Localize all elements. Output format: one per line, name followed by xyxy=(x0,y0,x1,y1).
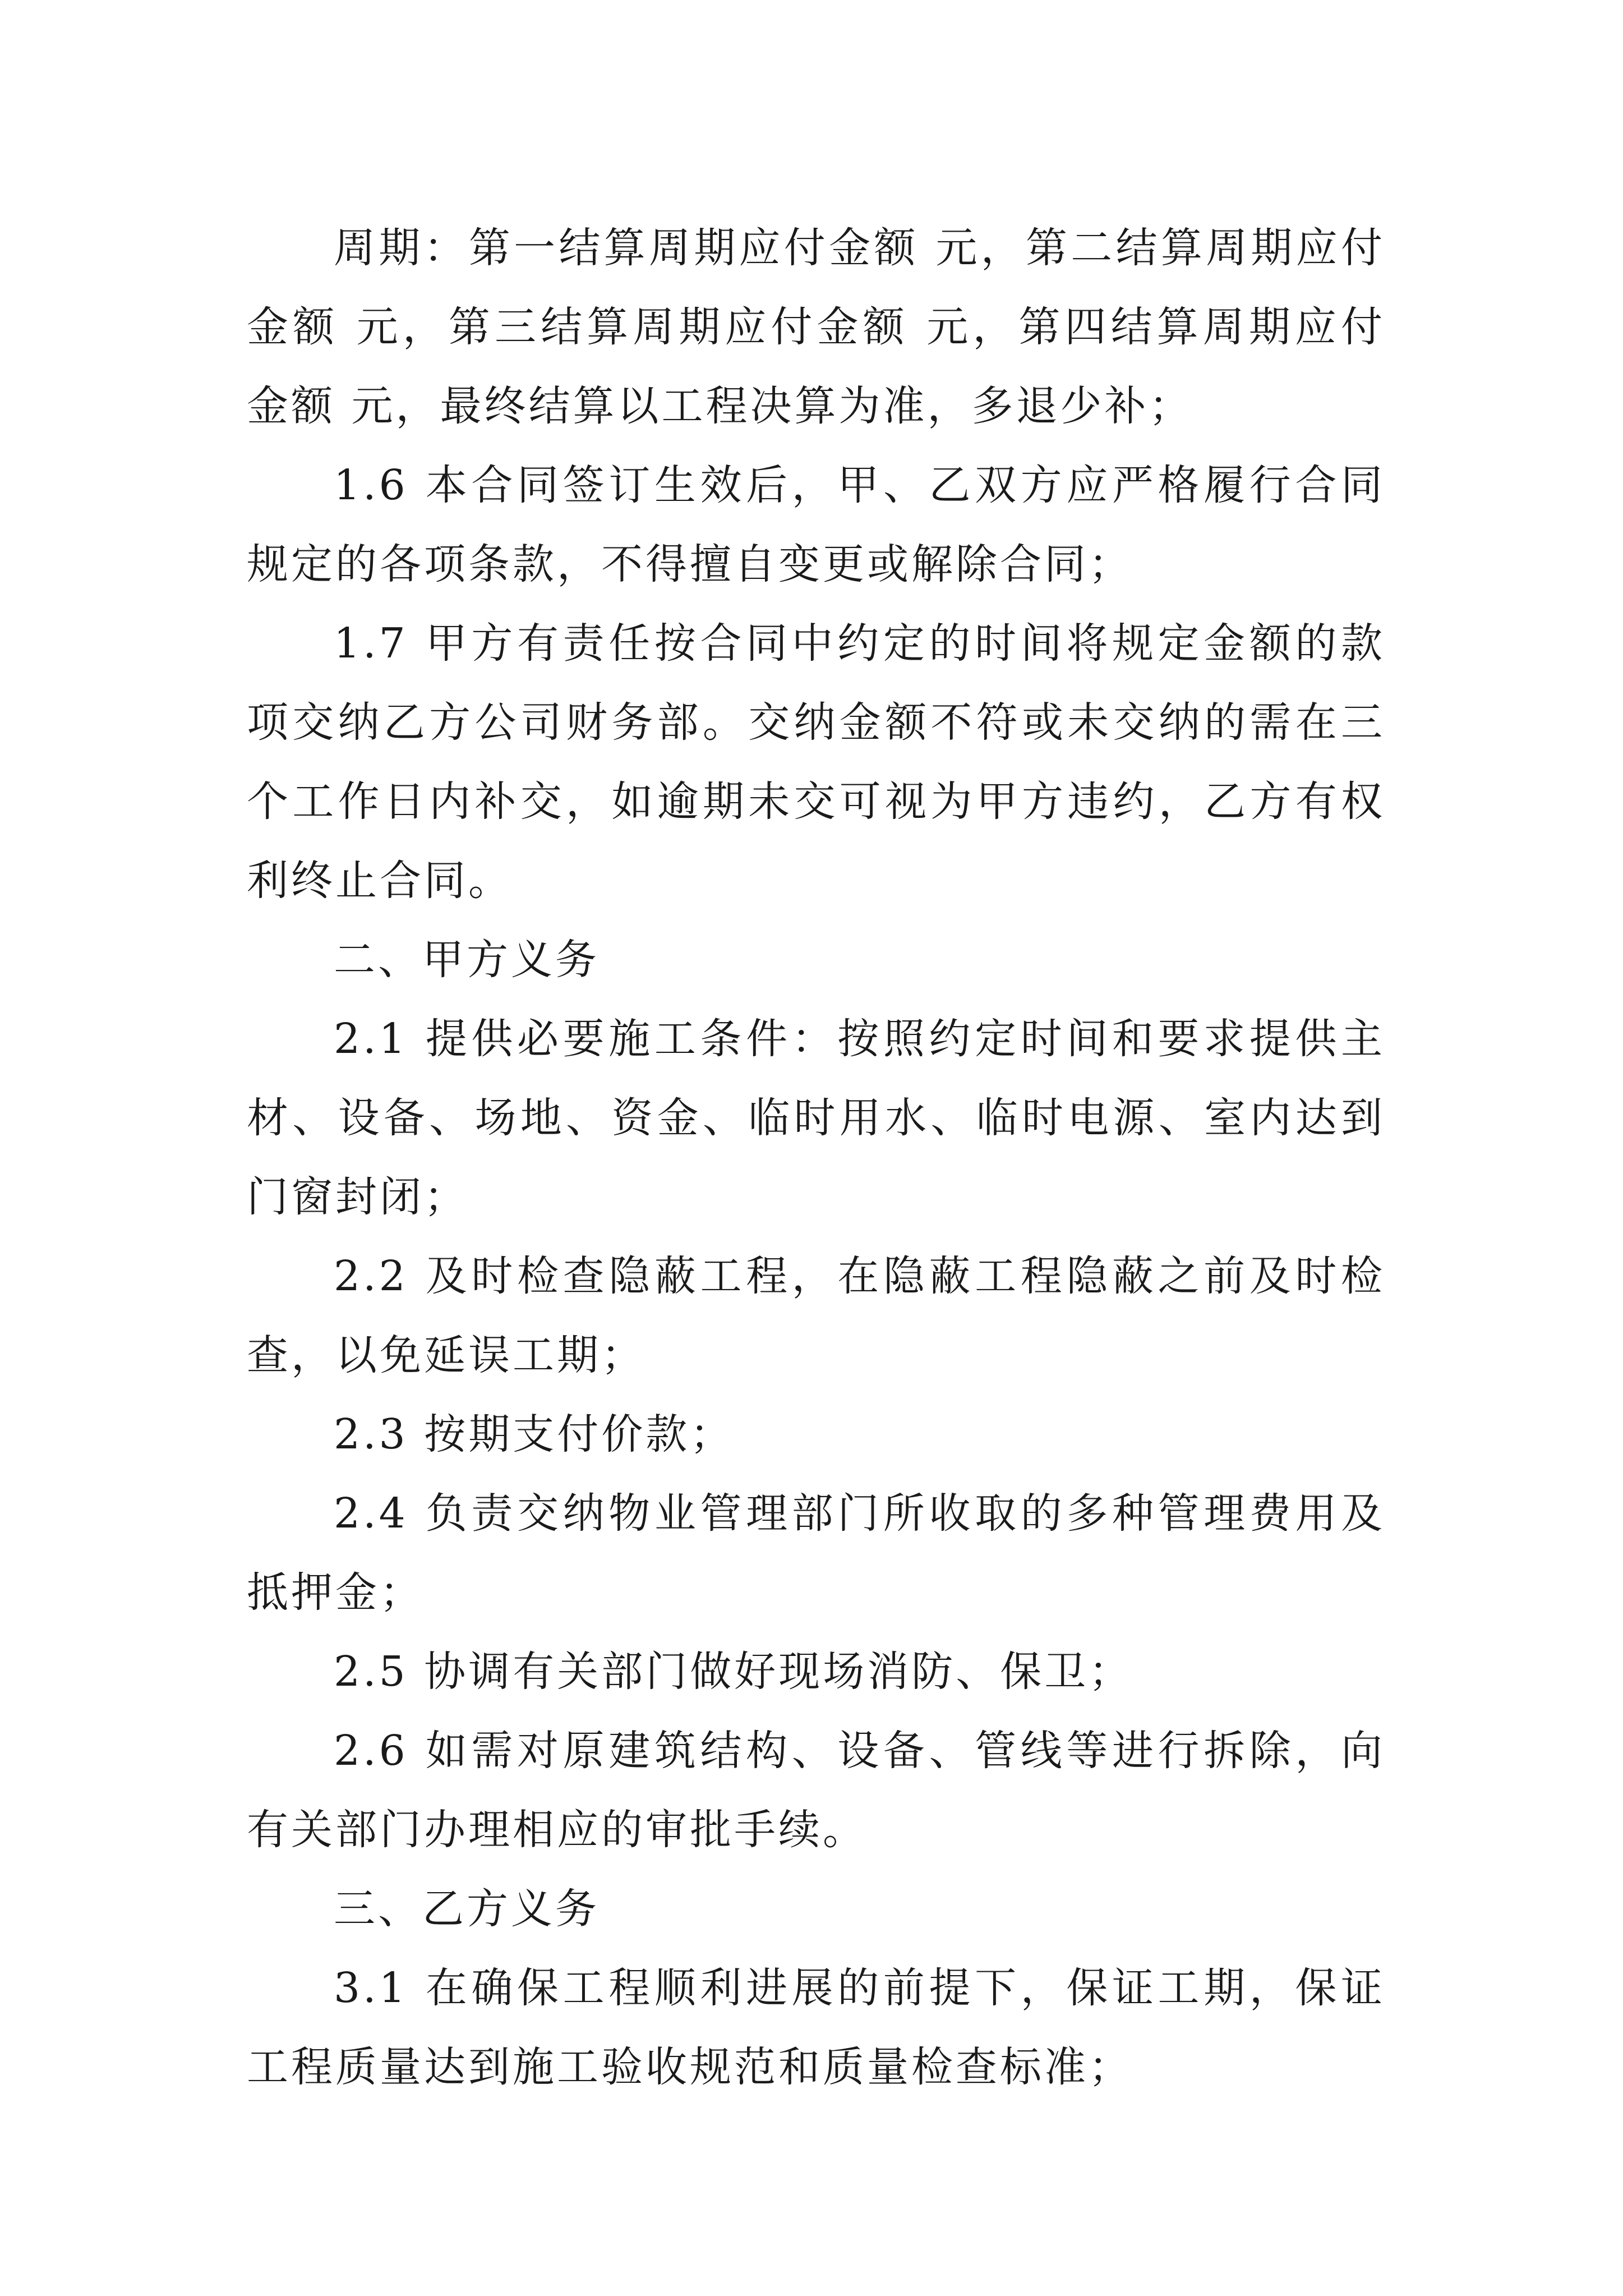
section-heading-party-a-obligations: 二、甲方义务 xyxy=(334,936,600,984)
paragraph-clause-2-1: 2.1 提供必要施工条件：按照约定时间和要求提供主材、设备、场地、资金、临时用水、临时电源、室内达到门窗封闭； xyxy=(247,1015,1385,1221)
paragraph-clause-2-6: 2.6 如需对原建筑结构、设备、管线等进行拆除，向有关部门办理相应的审批手续。 xyxy=(247,1727,1385,1854)
paragraph-clause-2-3: 2.3 按期支付价款； xyxy=(334,1410,735,1458)
paragraph-clause-3-1: 3.1 在确保工程顺利进展的前提下，保证工期，保证工程质量达到施工验收规范和质量检查标准； xyxy=(247,1964,1385,2091)
paragraph-clause-2-5: 2.5 协调有关部门做好现场消防、保卫； xyxy=(334,1648,1133,1696)
paragraph-clause-2-2: 2.2 及时检查隐蔽工程，在隐蔽工程隐蔽之前及时检查，以免延误工期； xyxy=(247,1252,1385,1379)
paragraph-payment-schedule: 周期：第一结算周期应付金额 元，第二结算周期应付金额 元，第三结算周期应付金额 元，第四结算周期应付金额 元，最终结算以工程决算为准，多退少补； xyxy=(247,224,1385,430)
paragraph-clause-2-4: 2.4 负责交纳物业管理部门所收取的多种管理费用及抵押金； xyxy=(247,1489,1385,1617)
document-body xyxy=(247,209,1385,2107)
section-heading-party-b-obligations: 三、乙方义务 xyxy=(334,1885,600,1933)
paragraph-clause-1-7: 1.7 甲方有责任按合同中约定的时间将规定金额的款项交纳乙方公司财务部。交纳金额不符或未交纳的需在三个工作日内补交，如逾期未交可视为甲方违约，乙方有权利终止合同。 xyxy=(247,619,1385,905)
paragraph-clause-1-6: 1.6 本合同签订生效后，甲、乙双方应严格履行合同规定的各项条款，不得擅自变更或解除合同； xyxy=(247,461,1385,588)
